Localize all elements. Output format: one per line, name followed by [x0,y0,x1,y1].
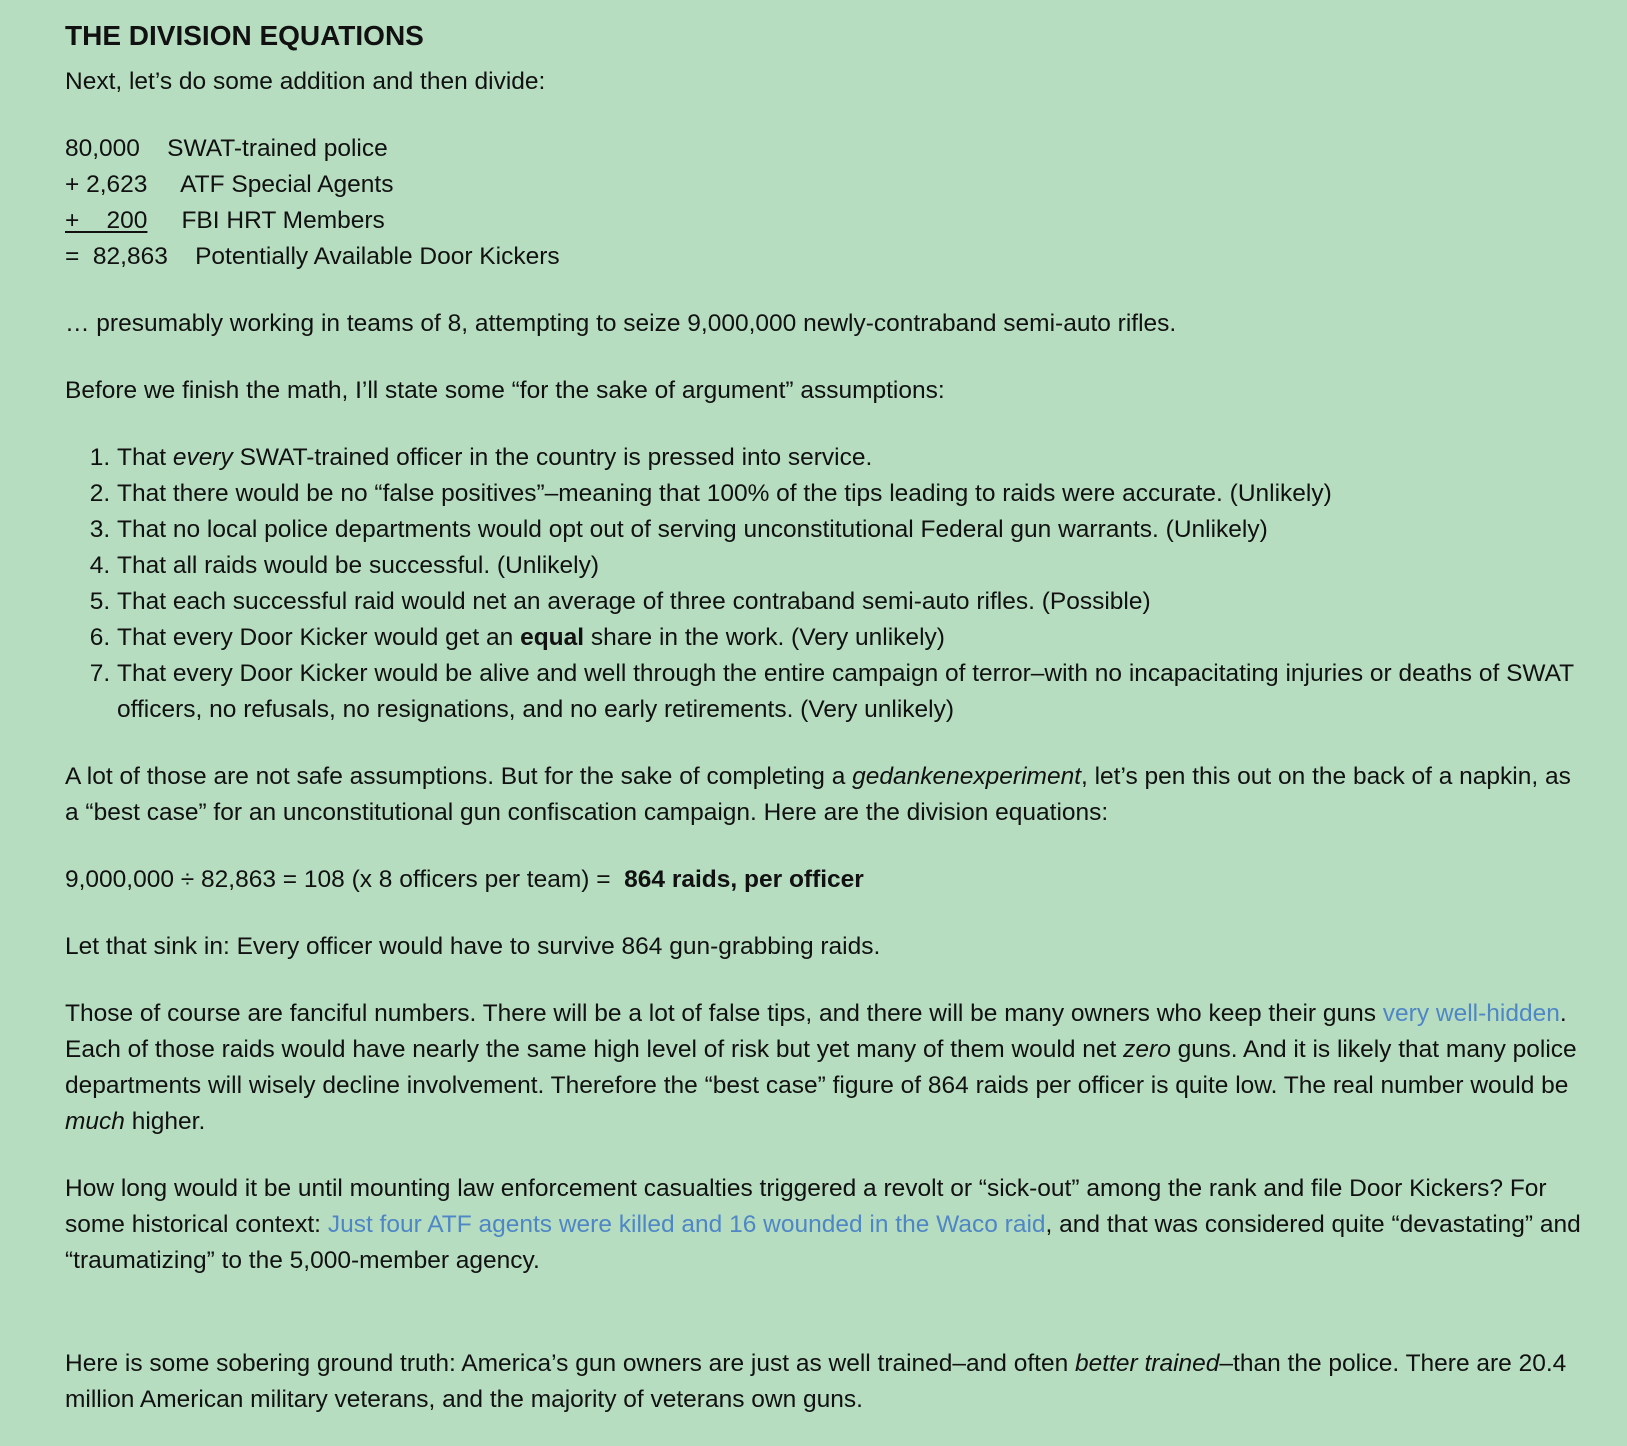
list-item: 2. That there would be no “false positives”–meaning that 100% of the tips leading to raids were accurate. (Unlikely) [117,476,1582,512]
paragraph-text: A lot of those are not safe assumptions. But for the sake of completing a [65,763,853,790]
list-item [117,440,1582,476]
assumptions-intro: Before we finish the math, I’ll state some “for the sake of argument” assumptions: [65,377,945,404]
division-equation [65,862,1582,898]
sum-label: FBI HRT Members [181,207,385,234]
intro-paragraph: Next, let’s do some addition and then divide: [65,68,546,95]
sum-label: ATF Special Agents [180,171,394,198]
list-item-text: share in the work. (Very unlikely) [584,624,945,651]
sink-in-paragraph: Let that sink in: Every officer would have to survive 864 gun-grabbing raids. [65,933,881,960]
fanciful-paragraph [65,996,1582,1140]
emphasis-gedankenexperiment: gedankenexperiment [852,763,1081,790]
ground-truth-paragraph [65,1346,1582,1418]
sum-label: Potentially Available Door Kickers [195,243,560,270]
list-item [117,620,1582,656]
very-well-hidden-link[interactable]: very well-hidden [1382,1000,1560,1027]
sum-label: SWAT-trained police [167,135,388,162]
paragraph-text: Here is some sobering ground truth: America’s gun owners are just as well trained–and often [65,1350,1076,1377]
list-item: 3. That no local police departments would opt out of serving unconstitutional Federal gun warrants. (Unlikely) [117,512,1582,548]
sum-number: + 2,623 [65,171,148,198]
paragraph-text: Those of course are fanciful numbers. There will be a lot of false tips, and there will be many owners who keep their guns [65,1000,1383,1027]
equation-text: 9,000,000 ÷ 82,863 = 108 (x 8 officers per team) = [65,866,625,893]
sum-number: = 82,863 [65,243,168,270]
sum-number: 80,000 [65,135,140,162]
list-item: 4. That all raids would be successful. (Unlikely) [117,548,1582,584]
emphasis-every: every [172,444,233,471]
teams-paragraph: … presumably working in teams of 8, attempting to seize 9,000,000 newly-contraband semi-auto rifles. [65,310,1177,337]
list-item-text: That [117,444,173,471]
assumptions-paragraph [65,759,1582,831]
sum-line-total [65,239,1582,275]
list-item: 7. That every Door Kicker would be alive and well through the entire campaign of terror–with no incapacitating injuries or deaths of SWAT officers, no refusals, no resignations, and no early retirements. (Very unlikely) [117,656,1582,728]
paragraph-text: , and that was considered quite “devastating” and “traumatizing” to the 5,000-member agency. [65,1211,1581,1274]
section-heading: THE DIVISION EQUATIONS [65,20,424,51]
emphasis-better-trained: better trained [1075,1350,1220,1377]
list-item: 5. That each successful raid would net an average of three contraband semi-auto rifles. (Possible) [117,584,1582,620]
addition-block [65,131,1582,275]
emphasis-zero: zero [1123,1036,1171,1063]
assumptions-list [65,440,1582,728]
emphasis-equal: equal [520,624,585,651]
sum-line-swat [65,131,1582,167]
waco-paragraph [65,1171,1582,1279]
paragraph-text: How long would it be until mounting law enforcement casualties triggered a revolt or “sick-out” among the rank and file Door Kickers? For some historical context: [65,1175,1547,1238]
sum-number: + 200 [65,207,148,234]
paragraph-text: higher. [124,1108,206,1135]
emphasis-much: much [65,1108,125,1135]
sum-line-fbi [65,203,1582,239]
list-item-text: SWAT-trained officer in the country is pressed into service. [232,444,873,471]
equation-result: 864 raids, per officer [624,866,864,893]
paragraph-text: , let’s pen this out on the back of a napkin, as a “best case” for an unconstitutional gun confiscation campaign. Here are the division equations: [65,763,1571,826]
paragraph-text: . Each of those raids would have nearly the same high level of risk but yet many of them would net [65,1000,1567,1063]
paragraph-text: guns. And it is likely that many police departments will wisely decline involvement. Therefore the “best case” figure of 864 raids per officer is quite low. The real number would be [65,1036,1577,1099]
waco-raid-link[interactable]: Just four ATF agents were killed and 16 wounded in the Waco raid [327,1211,1046,1238]
paragraph-text: –than the police. There are 20.4 million American military veterans, and the majority of veterans own guns. [65,1350,1567,1413]
list-item-text: That every Door Kicker would get an [117,624,521,651]
sum-line-atf [65,167,1582,203]
